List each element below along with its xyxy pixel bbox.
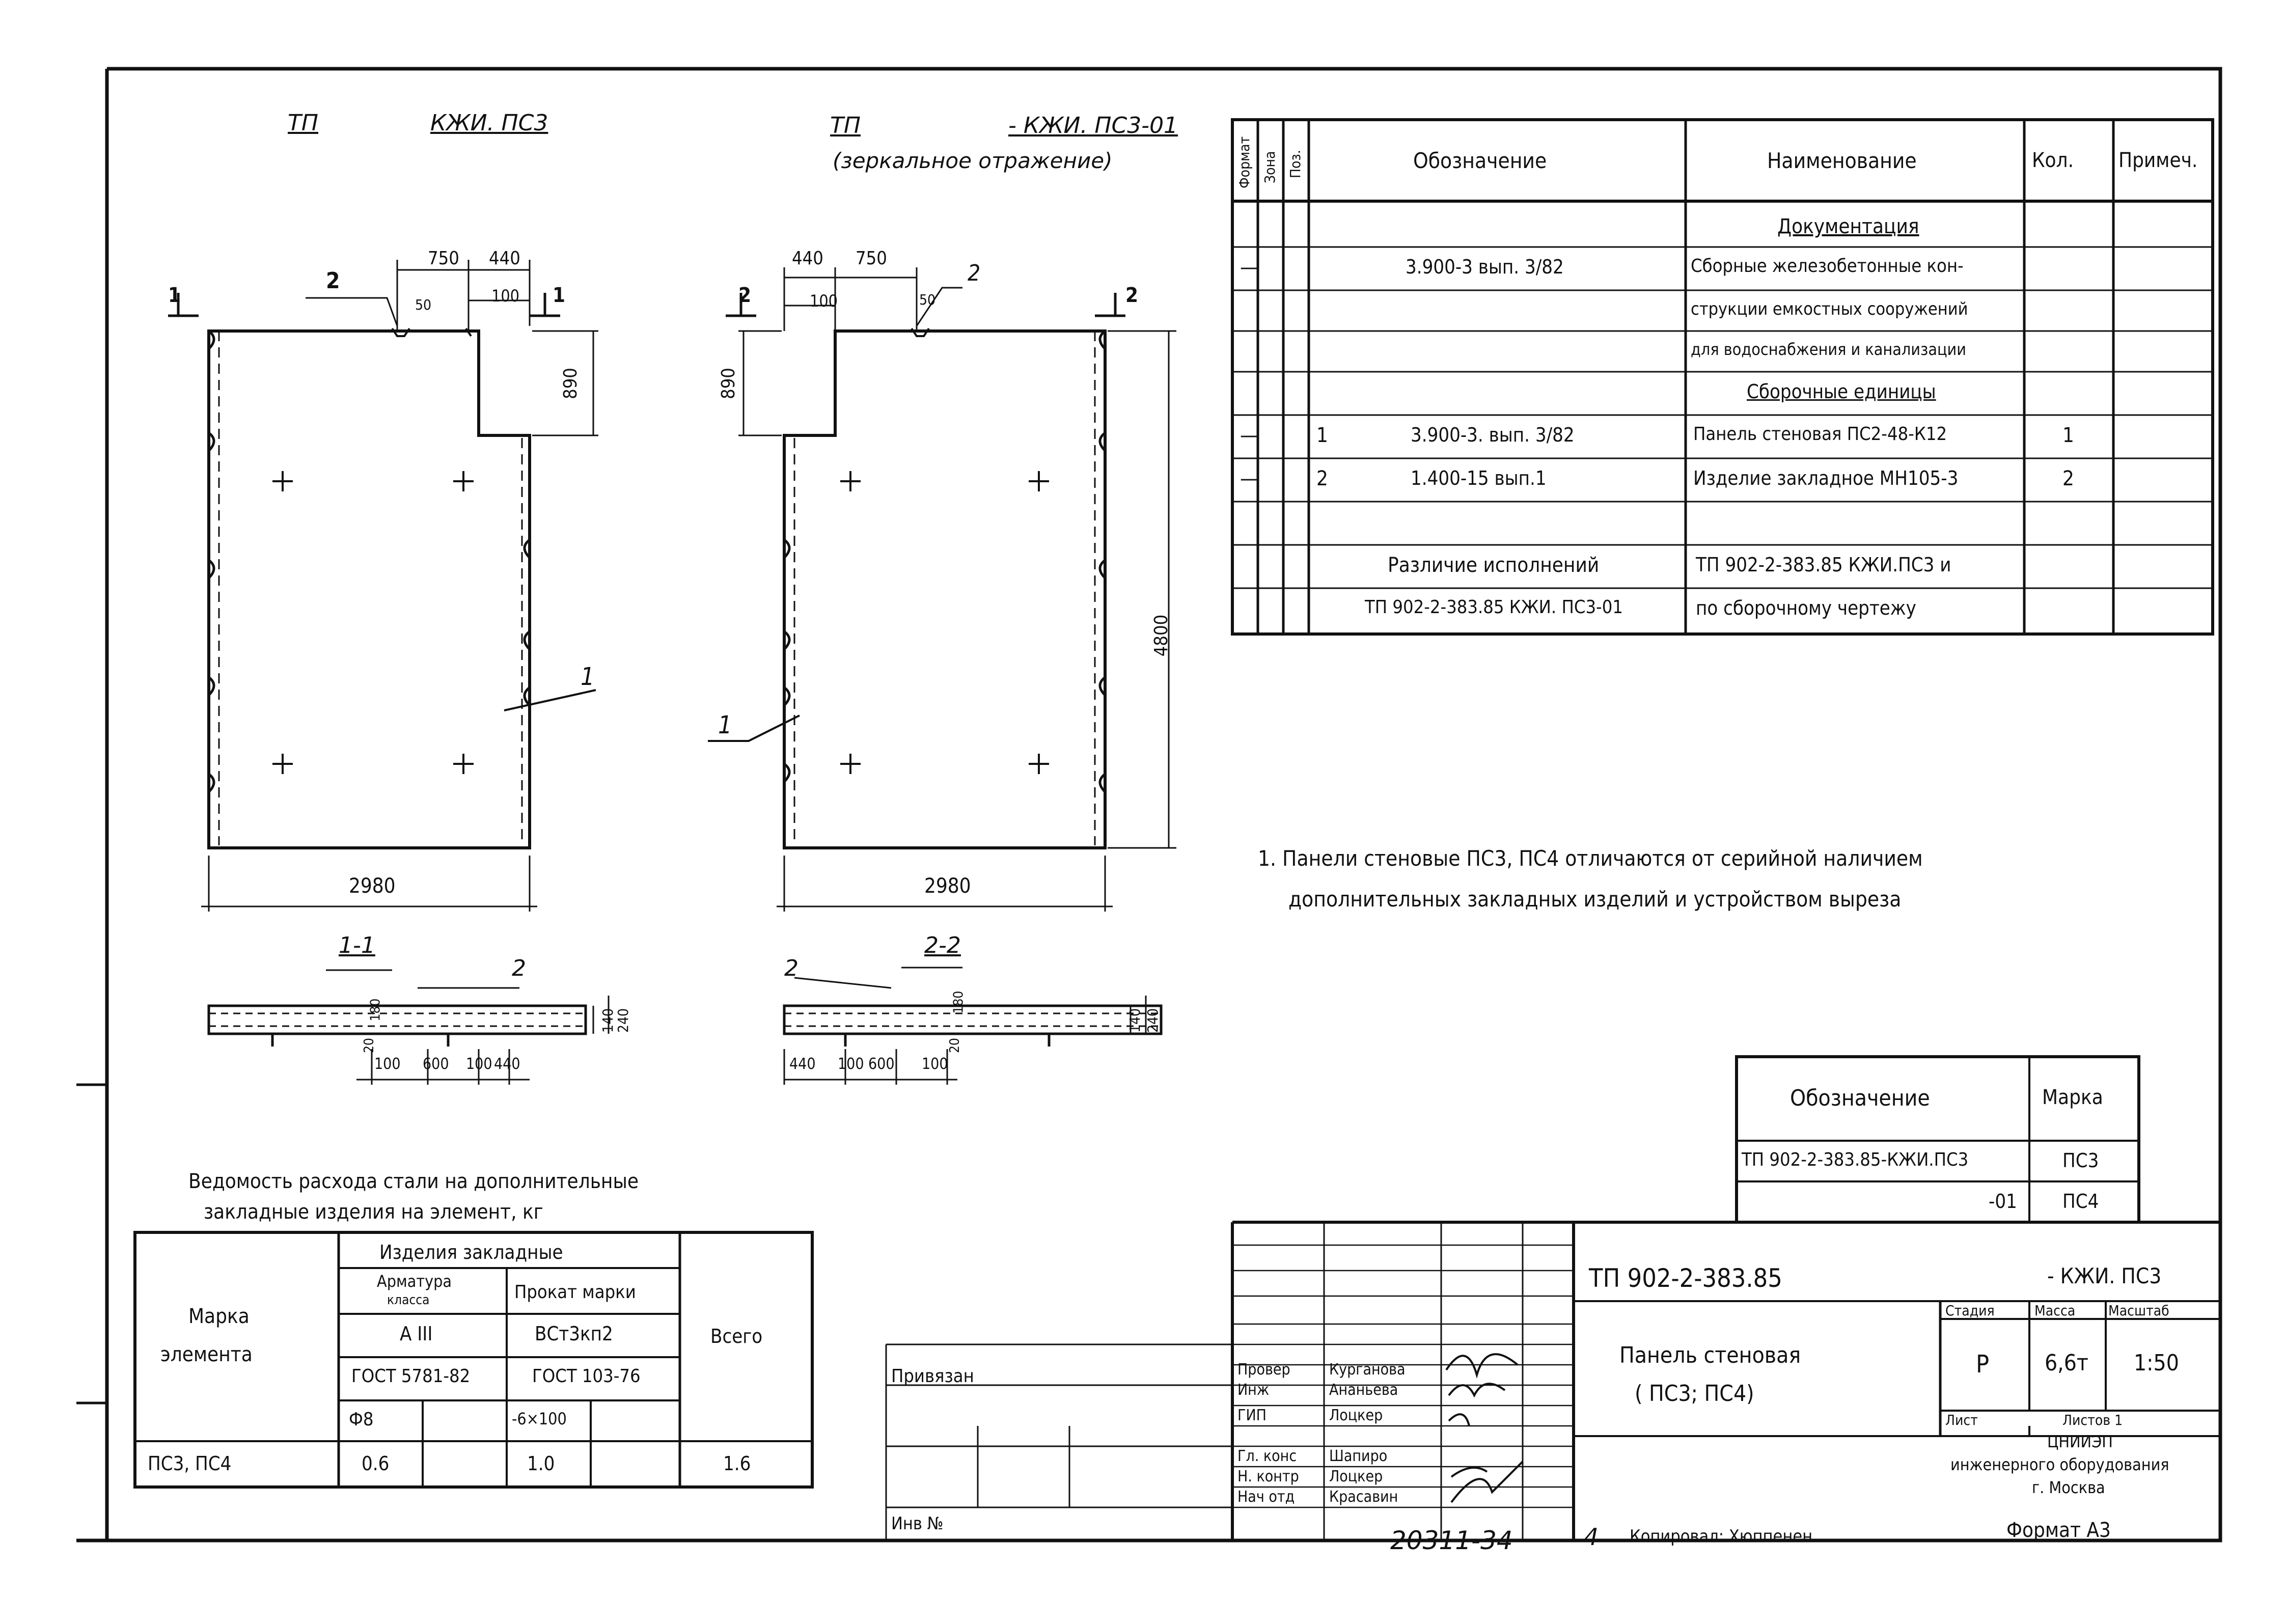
dim-2980-left: 2980 (349, 874, 396, 898)
stamp-scale-header: Масштаб (2108, 1302, 2169, 1319)
section-1-mark-left: 1 (168, 284, 181, 307)
spec-row-pos: 1 (1316, 424, 1328, 447)
sec2-dim-240: 240 (1144, 1008, 1162, 1033)
spec-row-format: — (1240, 467, 1258, 490)
sec1-dim-600: 600 (423, 1055, 449, 1073)
stamp-name: Красавин (1329, 1488, 1398, 1506)
callout-1-right: 1 (718, 711, 732, 739)
steel-rolled-gost: ГОСТ 103-76 (532, 1366, 641, 1387)
steel-h-mark-2: элемента (160, 1343, 253, 1366)
dim-890-right: 890 (718, 368, 739, 399)
stamp-org-2: инженерного оборудования (1950, 1455, 2169, 1474)
stamp-scale: 1:50 (2134, 1350, 2179, 1376)
sec1-dim-100b: 100 (466, 1055, 492, 1073)
callout-2-left: 2 (326, 268, 340, 294)
spec-row-qty: 1 (2062, 424, 2074, 447)
steel-rebar-gost: ГОСТ 5781-82 (351, 1366, 471, 1387)
sec1-dim-180: 180 (368, 998, 383, 1022)
stamp-name: Лоцкер (1329, 1468, 1383, 1485)
spec-row-name: струкции емкостных сооружений (1691, 299, 1968, 319)
marks-h-mark: Марка (2042, 1086, 2103, 1109)
stamp-code-suffix: - КЖИ. ПС3 (2047, 1263, 2162, 1288)
dim-100-right: 100 (810, 291, 838, 311)
spec-row-name: для водоснабжения и канализации (1691, 340, 1966, 359)
stamp-code: ТП 902-2-383.85 (1589, 1263, 1782, 1293)
right-view-title: - КЖИ. ПС3-01 (1008, 113, 1178, 139)
stamp-sheets: Листов 1 (2062, 1412, 2123, 1428)
sec1-dim-440: 440 (494, 1055, 520, 1073)
sec2-dim-140: 140 (1126, 1008, 1144, 1033)
spec-row-name: Сборные железобетонные кон- (1691, 256, 1964, 277)
spec-h-designation: Обозначение (1413, 148, 1547, 173)
section-2-mark-left: 2 (738, 284, 752, 307)
note-line-1: 1. Панели стеновые ПС3, ПС4 отличаются от серийной наличием (1258, 846, 1923, 871)
stamp-role: Провер (1237, 1361, 1290, 1379)
section-1-1-title: 1-1 (339, 932, 375, 958)
steel-h-mark: Марка (188, 1305, 250, 1328)
steel-row-rolled: 1.0 (527, 1452, 555, 1475)
left-view-title: КЖИ. ПС3 (430, 110, 548, 136)
sec1-dim-20: 20 (361, 1038, 377, 1053)
callout-2-right: 2 (968, 260, 981, 286)
sheet-number: 4 (1584, 1523, 1599, 1551)
left-view-title-prefix: ТП (288, 110, 318, 136)
sec1-dim-140: 140 (599, 1008, 617, 1033)
spec-row-name: Изделие закладное МН105-3 (1693, 467, 1959, 489)
marks-r1-designation: ТП 902-2-383.85-КЖИ.ПС3 (1742, 1149, 1969, 1170)
stamp-name: Курганова (1329, 1361, 1406, 1379)
section-1-mark-right: 1 (553, 284, 566, 307)
marks-r2-designation: -01 (1989, 1190, 2017, 1213)
stamp-sheet: Лист (1945, 1412, 1978, 1428)
dim-100-left: 100 (491, 286, 519, 306)
dim-890-left: 890 (560, 368, 581, 399)
steel-h-rebar-2: класса (387, 1292, 430, 1308)
steel-rolled-size: -6×100 (512, 1409, 567, 1428)
sec1-dim-240: 240 (615, 1008, 632, 1033)
spec-row-format: — (1240, 424, 1258, 447)
spec-row-designation: 3.900-3. вып. 3/82 (1411, 424, 1575, 446)
archive-number: 20311-34 (1390, 1526, 1513, 1555)
spec-h-note: Примеч. (2118, 149, 2198, 172)
stamp-org-1: ЦНИИЭП (2047, 1432, 2113, 1451)
steel-rebar-dia: Ф8 (349, 1409, 374, 1430)
callout-1-left: 1 (581, 663, 595, 691)
spec-h-pos: Поз. (1287, 150, 1304, 178)
marks-h-designation: Обозначение (1790, 1085, 1930, 1111)
format-a3: Формат А3 (2006, 1519, 2111, 1542)
steel-row-mark: ПС3, ПС4 (148, 1452, 232, 1475)
spec-h-name: Наименование (1767, 148, 1917, 173)
dim-440-left: 440 (489, 248, 520, 269)
steel-h-rebar: Арматура (377, 1272, 452, 1291)
steel-h-rolled: Прокат марки (514, 1282, 636, 1303)
section-2-mark-right: 2 (1125, 284, 1139, 307)
sec2-dim-20: 20 (947, 1038, 962, 1053)
stamp-role: Н. контр (1237, 1468, 1299, 1485)
stamp-org-3: г. Москва (2032, 1478, 2105, 1497)
dim-4800: 4800 (1151, 614, 1172, 657)
stamp-title-2: ( ПС3; ПС4) (1635, 1381, 1754, 1407)
spec-row-name: Панель стеновая ПС2-48-К12 (1693, 424, 1947, 445)
spec-h-qty: Кол. (2032, 149, 2074, 172)
dim-750-right: 750 (856, 248, 887, 269)
stamp-role: Нач отд (1237, 1488, 1295, 1506)
stamp-stage-header: Стадия (1945, 1302, 1995, 1319)
steel-title-2: закладные изделия на элемент, кг (204, 1200, 543, 1224)
spec-h-zone: Зона (1261, 151, 1278, 183)
spec-h-format: Формат (1236, 136, 1253, 188)
dim-2980-right: 2980 (924, 874, 971, 898)
stamp-inv: Инв № (891, 1513, 944, 1534)
copied-by: Копировал: Хюппенен (1630, 1526, 1813, 1547)
stamp-title-1: Панель стеновая (1619, 1342, 1801, 1368)
sec1-dim-100a: 100 (374, 1055, 401, 1073)
sec2-dim-600: 600 (868, 1055, 895, 1073)
stamp-role: Гл. конс (1237, 1447, 1297, 1465)
steel-rebar-class: А III (400, 1323, 433, 1345)
spec-row-designation: ТП 902-2-383.85 КЖИ. ПС3-01 (1365, 597, 1623, 618)
stamp-name: Шапиро (1329, 1447, 1388, 1465)
stamp-mass: 6,6т (2045, 1350, 2088, 1376)
steel-row-total: 1.6 (723, 1452, 751, 1475)
steel-row-rebar: 0.6 (362, 1452, 390, 1475)
marks-r2-mark: ПС4 (2062, 1190, 2099, 1213)
sec2-dim-180: 180 (951, 990, 967, 1014)
stamp-name: Лоцкер (1329, 1407, 1383, 1424)
stamp-role: Инж (1237, 1381, 1270, 1399)
steel-h-total: Всего (710, 1325, 763, 1347)
stamp-role: ГИП (1237, 1407, 1267, 1424)
stamp-stage: Р (1976, 1350, 1990, 1379)
right-view-subtitle: (зеркальное отражение) (833, 148, 1113, 173)
spec-row-designation: Различие исполнений (1388, 554, 1600, 577)
stamp-mass-header: Масса (2034, 1302, 2076, 1319)
steel-h-parts: Изделия закладные (379, 1241, 563, 1263)
sec2-callout-2: 2 (784, 955, 799, 981)
steel-title-1: Ведомость расхода стали на дополнительные (188, 1170, 639, 1193)
spec-row-format: — (1240, 256, 1258, 279)
spec-section-docs: Документация (1777, 215, 1919, 238)
dim-50-left: 50 (415, 296, 432, 313)
dim-750-left: 750 (428, 248, 459, 269)
sec2-dim-100b: 100 (922, 1055, 948, 1073)
dim-50-right: 50 (919, 291, 936, 308)
note-line-2: дополнительных закладных изделий и устройством выреза (1288, 887, 1902, 912)
dim-440-right: 440 (792, 248, 823, 269)
stamp-name: Ананьева (1329, 1381, 1398, 1399)
steel-rolled-grade: ВСт3кп2 (535, 1323, 613, 1345)
stamp-privyazan: Привязан (891, 1366, 974, 1387)
spec-row-designation: 3.900-3 вып. 3/82 (1406, 256, 1564, 278)
spec-row-name: ТП 902-2-383.85 КЖИ.ПС3 и (1696, 554, 1951, 576)
spec-row-qty: 2 (2062, 467, 2074, 490)
section-2-2-title: 2-2 (924, 932, 961, 958)
sec2-dim-100a: 100 (838, 1055, 864, 1073)
spec-row-name: по сборочному чертежу (1696, 597, 1916, 619)
spec-row-designation: 1.400-15 вып.1 (1411, 467, 1547, 489)
spec-row-pos: 2 (1316, 467, 1328, 490)
marks-r1-mark: ПС3 (2062, 1149, 2099, 1172)
sec1-callout-2: 2 (512, 955, 526, 981)
right-view-title-prefix: ТП (830, 113, 861, 139)
spec-section-assemblies: Сборочные единицы (1747, 380, 1936, 403)
sec2-dim-440: 440 (789, 1055, 816, 1073)
